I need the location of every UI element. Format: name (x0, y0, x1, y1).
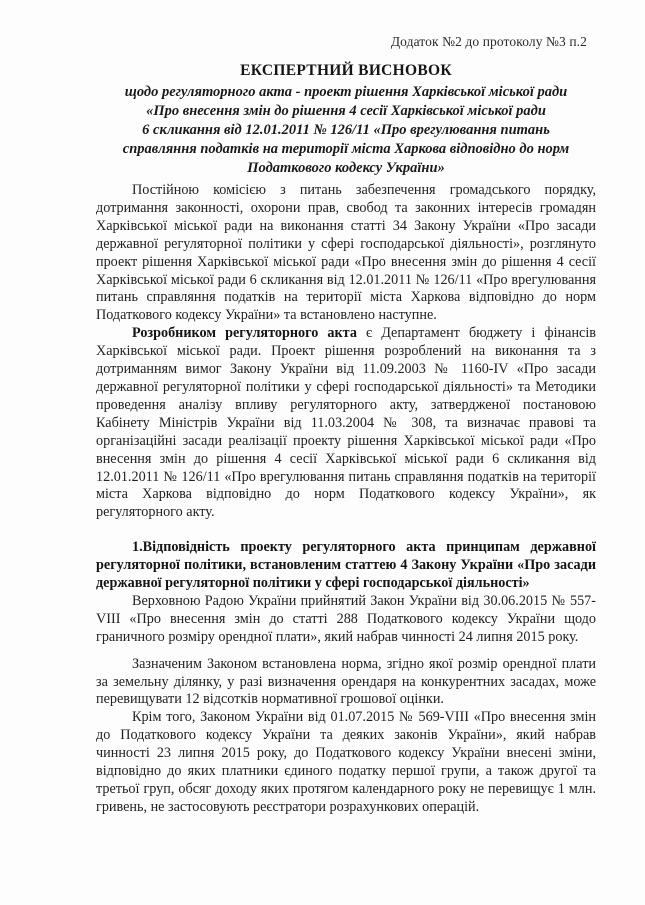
subtitle-line: 6 скликання від 12.01.2011 № 126/11 «Про врегулювання питань (142, 122, 550, 138)
norm-paragraph: Зазначеним Законом встановлена норма, згідно якої розмір орендної плати за земельну ділянку, у разі визначення орендаря на конкурентних засадах, може перевищувати 12 відсотків нормативної грошової оцінки. (96, 655, 596, 708)
intro-paragraph: Постійною комісією з питань забезпечення громадського порядку, дотримання законності, охорони прав, свобод та законних інтересів громадян Харківської міської ради на виконання статті 34 Закону України «Про засади державної регуляторної політики у сфері господарської діяльності», розглянуто проект рішення Харківської міської ради «Про внесення змін до рішення 4 сесії Харківської міської ради 6 скликання від 12.01.2011 № 126/11 «Про врегулювання питань справляння податків на території міста Харкова відповідно до норм Податкового кодексу України» та встановлено наступне. (96, 182, 596, 324)
developer-label: Розробником регуляторного акта (132, 325, 357, 342)
document-heading (96, 62, 596, 178)
law-569-paragraph: Крім того, Законом України від 01.07.2015 № 569-VIII «Про внесення змін до Податкового кодексу України та деяких законів України», який набрав чинності 23 липня 2015 року, до Податкового кодексу України внесені зміни, відповідно до яких платники єдиного податку першої групи, а також другої та третьої груп, обсяг доходу яких протягом календарного року не перевищує 1 млн. гривень, не застосовують реєстратори розрахункових операцій. (96, 709, 596, 815)
document-title: ЕКСПЕРТНИЙ ВИСНОВОК (240, 62, 452, 79)
document-body (96, 182, 596, 817)
subtitle-line: щодо регуляторного акта - проект рішення Харківської міської ради (124, 84, 568, 100)
subtitle-line: «Про внесення змін до рішення 4 сесії Харківської міської ради (146, 103, 546, 119)
developer-paragraph (96, 325, 596, 522)
developer-text: є Департамент бюджету і фінансів Харківської міської ради. Проект рішення розроблений на виконання та з дотриманням вимог Закону України від 11.09.2003 № 1160-IV «Про засади державної регуляторної політики у сфері господарської діяльності» та Методики проведення аналізу впливу регуляторного акту, затвердженої постановою Кабінету Міністрів України від 11.03.2004 № 308, та визначає правові та організаційні засади реалізації проекту рішення Харківської міської ради «Про внесення змін до рішення 4 сесії Харківської міської ради 6 скликання від 12.01.2011 № 126/11 «Про врегулювання питань справляння податків на території міста Харкова відповідно до норм Податкового кодексу України», як регуляторного акту. (96, 325, 596, 521)
section-1-heading: 1.Відповідність проекту регуляторного акта принципам державної регуляторної політики, встановленим статтею 4 Закону України «Про засади державної регуляторної політики у сфері господарської діяльності» (96, 539, 596, 592)
subtitle-line: Податкового кодексу України» (247, 160, 445, 176)
subtitle-line: справляння податків на території міста Харкова відповідно до норм (122, 141, 570, 157)
annex-label: Додаток №2 до протоколу №3 п.2 (390, 34, 587, 49)
law-557-paragraph: Верховною Радою України прийнятий Закон України від 30.06.2015 № 557-VIII «Про внесення змін до статті 288 Податкового кодексу України щодо граничного розміру орендної плати», який набрав чинності 24 липня 2015 року. (96, 592, 596, 645)
